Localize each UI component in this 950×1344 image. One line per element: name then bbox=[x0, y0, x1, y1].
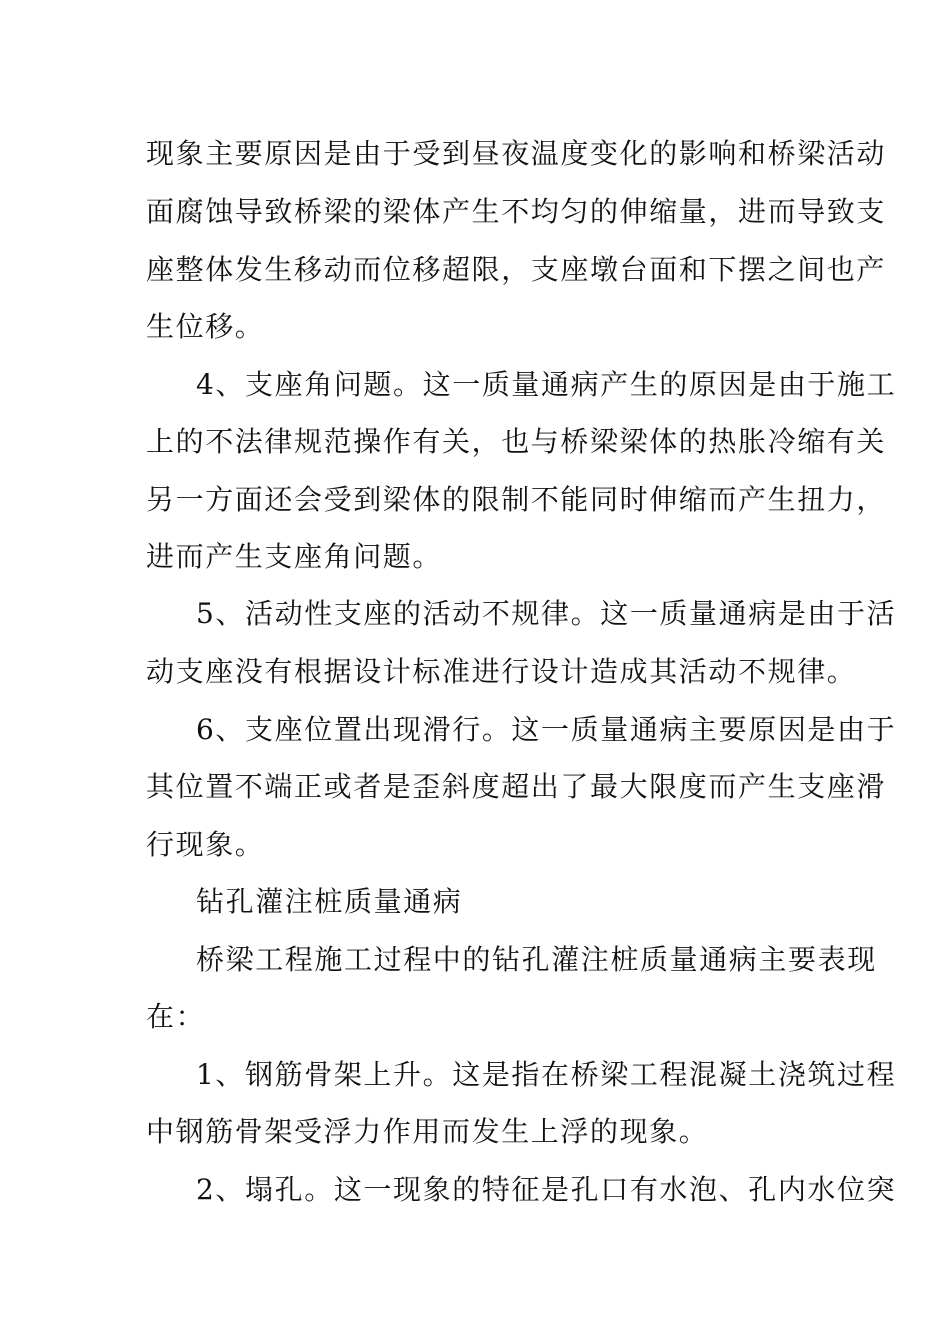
text-line: 面腐蚀导致桥梁的梁体产生不均匀的伸缩量，进而导致支 bbox=[146, 195, 887, 228]
text-line: 现象主要原因是由于受到昼夜温度变化的影响和桥梁活动 bbox=[146, 137, 887, 170]
text-line: 4、支座角问题。这一质量通病产生的原因是由于施工 bbox=[196, 368, 897, 401]
section-heading: 钻孔灌注桩质量通病 bbox=[196, 885, 463, 918]
text-line: 进而产生支座角问题。 bbox=[146, 540, 443, 573]
text-line: 生位移。 bbox=[146, 310, 265, 343]
text-line: 1、钢筋骨架上升。这是指在桥梁工程混凝土浇筑过程 bbox=[196, 1058, 897, 1091]
text-line: 5、活动性支座的活动不规律。这一质量通病是由于活 bbox=[196, 597, 897, 630]
text-line: 上的不法律规范操作有关，也与桥梁梁体的热胀冷缩有关 bbox=[146, 425, 887, 458]
text-line: 中钢筋骨架受浮力作用而发生上浮的现象。 bbox=[146, 1115, 709, 1148]
text-line: 座整体发生移动而位移超限，支座墩台面和下摆之间也产 bbox=[146, 253, 887, 286]
text-line: 另一方面还会受到梁体的限制不能同时伸缩而产生扭力， bbox=[146, 483, 887, 516]
text-line: 桥梁工程施工过程中的钻孔灌注桩质量通病主要表现 bbox=[196, 943, 877, 976]
text-line: 行现象。 bbox=[146, 828, 265, 861]
text-line: 2、塌孔。这一现象的特征是孔口有水泡、孔内水位突 bbox=[196, 1173, 897, 1206]
text-line: 6、支座位置出现滑行。这一质量通病主要原因是由于 bbox=[196, 713, 897, 746]
text-line: 动支座没有根据设计标准进行设计造成其活动不规律。 bbox=[146, 655, 857, 688]
text-line: 在： bbox=[146, 1000, 206, 1033]
text-line: 其位置不端正或者是歪斜度超出了最大限度而产生支座滑 bbox=[146, 770, 887, 803]
